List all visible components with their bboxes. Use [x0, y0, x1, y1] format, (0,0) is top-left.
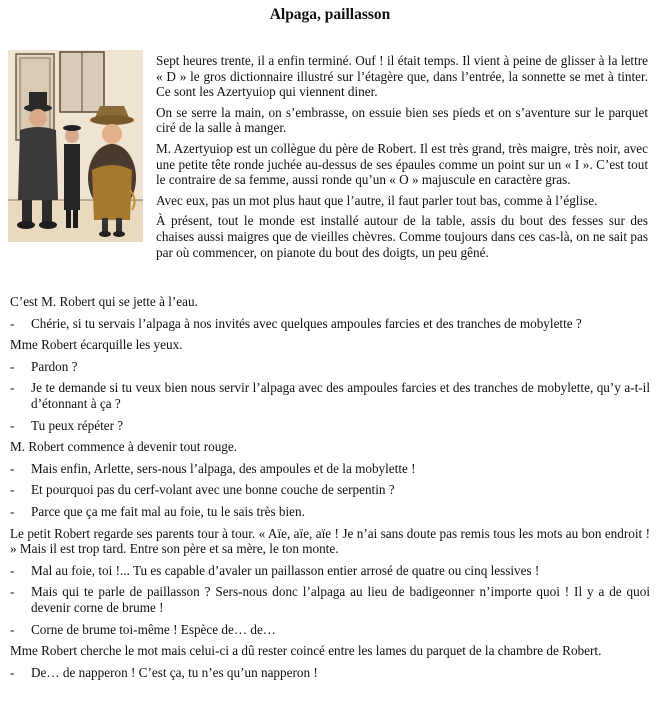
dialogue-dash: - — [10, 482, 15, 498]
dialogue-dash: - — [10, 380, 15, 396]
page-title: Alpaga, paillasson — [269, 6, 391, 23]
narration-line: Mme Robert écarquille les yeux. — [10, 337, 183, 353]
dialogue-line — [10, 418, 650, 434]
dialogue-dash: - — [10, 358, 15, 374]
dialogue-dash: - — [10, 460, 15, 476]
dialogue-line — [10, 622, 650, 638]
narration-line: C’est M. Robert qui se jette à l’eau. — [10, 294, 198, 309]
narration-line: Le petit Robert regarde ses parents tour à tour. « Aïe, aïe, aïe ! Je n’ai sans doute pas remis tous les mots au bon endroit ! » Mais il est trop tard. Entre son père et sa mère, le ton monte. — [10, 525, 650, 557]
dialogue-line — [10, 380, 650, 411]
intro-paragraph: M. Azertyuiop est un collègue du père de Robert. Il est très grand, très maigre, très noir, avec une petite tête ronde juchée au-dessus de ses épaules comme un point sur un « I ». C’est tout le contraire de sa femme, aussi ronde qu’un « O » majuscule en caractère gras. — [156, 140, 648, 188]
dialogue-text: Parce que ça me fait mal au foie, tu le sais très bien. — [31, 503, 305, 519]
dialogue-text: Mal au foie, toi !... Tu es capable d’avaler un paillasson entier arrosé de quatre ou cinq lessives ! — [31, 562, 540, 578]
intro-paragraph: À présent, tout le monde est installé autour de la table, assis du bout des fesses sur des chaises aussi maigres que de vieilles chèvres. Comme toujours dans ces cas-là, on ne sait pas par où commencer, on pianote du bout des doigts, un peu gêné. — [156, 213, 648, 260]
dialogue-text: Tu peux répéter ? — [31, 417, 124, 433]
dialogue-line — [10, 482, 650, 498]
dialogue-section — [10, 294, 650, 686]
dialogue-text: Mais enfin, Arlette, sers-nous l’alpaga, des ampoules et de la mobylette ! — [31, 460, 416, 476]
dialogue-text: Pardon ? — [31, 358, 78, 374]
dialogue-dash: - — [10, 562, 15, 578]
dialogue-line — [10, 584, 650, 615]
dialogue-text: Je te demande si tu veux bien nous servir l’alpaga avec des ampoules farcies et des tranches de mobylette, qu’y a-t-il d’étonnant à ça ? — [31, 380, 650, 411]
dialogue-dash: - — [10, 621, 15, 637]
intro-paragraph: On se serre la main, on s’embrasse, on essuie bien ses pieds et on s’aventure sur le parquet ciré de la salle à manger. — [156, 104, 648, 136]
dialogue-line — [10, 563, 650, 579]
dialogue-dash: - — [10, 664, 15, 680]
dialogue-line — [10, 504, 650, 520]
dialogue-dash: - — [10, 417, 15, 433]
dialogue-text: Et pourquoi pas du cerf-volant avec une bonne couche de serpentin ? — [31, 482, 395, 498]
story-illustration — [8, 50, 143, 242]
narration-line: Mme Robert cherche le mot mais celui-ci a dû rester coincé entre les lames du parquet de la chambre de Robert. — [10, 643, 602, 659]
dialogue-line — [10, 359, 650, 375]
dialogue-text: De… de napperon ! C’est ça, tu n’es qu’un napperon ! — [31, 664, 318, 680]
dialogue-dash: - — [10, 315, 15, 331]
dialogue-dash: - — [10, 584, 15, 600]
dialogue-line — [10, 461, 650, 477]
intro-paragraph: Avec eux, pas un mot plus haut que l’autre, il faut parler tout bas, comme à l’église. — [156, 192, 598, 208]
dialogue-text: Corne de brume toi-même ! Espèce de… de… — [31, 621, 276, 637]
dialogue-text: Mais qui te parle de paillasson ? Sers-nous donc l’alpaga au lieu de badigeonner n’importe quoi ! Il y a de quoi devenir corne de brume ! — [31, 584, 650, 615]
dialogue-dash: - — [10, 503, 15, 519]
dialogue-text: Chérie, si tu servais l’alpaga à nos invités avec quelques ampoules farcies et des tranches de mobylette ? — [31, 315, 582, 331]
narration-line: M. Robert commence à devenir tout rouge. — [10, 439, 238, 455]
intro-text — [156, 53, 648, 265]
dialogue-line — [10, 665, 650, 681]
dialogue-line — [10, 316, 650, 332]
intro-paragraph: Sept heures trente, il a enfin terminé. Ouf ! il était temps. Il vient à peine de glisser à la lettre « D » le gros dictionnaire illustré sur l’étagère que, dans l’entrée, la sonnette se met à tinter. Ce sont les Azertyuiop qui viennent diner. — [156, 53, 648, 100]
